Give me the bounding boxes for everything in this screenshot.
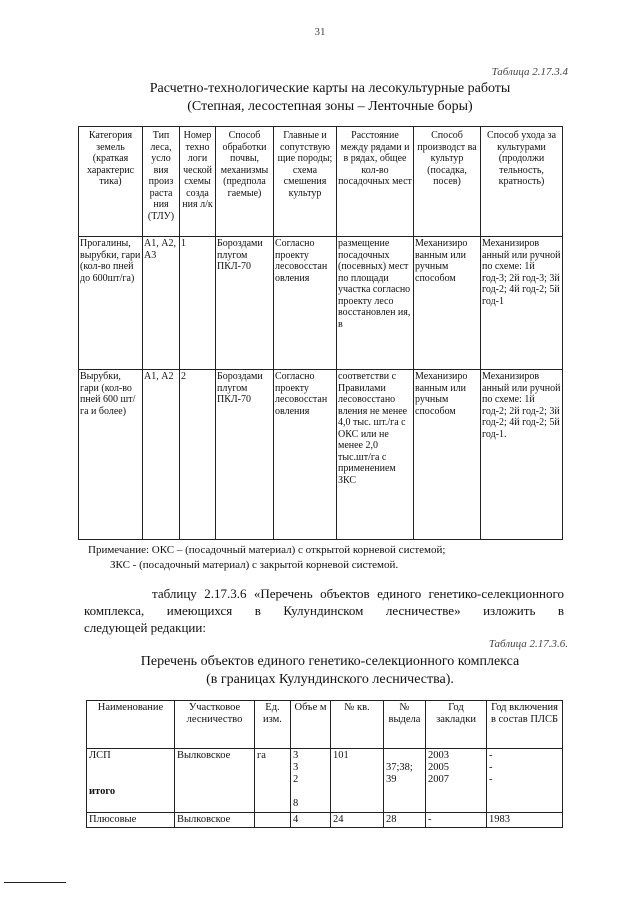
year-value: 2005 bbox=[428, 762, 449, 773]
name-cell bbox=[87, 749, 175, 813]
table1-header-cell: Главные и сопутствую щие породы; схема смешения культур bbox=[274, 127, 337, 237]
volume-cell: 4 bbox=[291, 813, 331, 828]
included-value: - bbox=[489, 762, 493, 773]
paragraph-word: лесничестве» bbox=[385, 603, 461, 618]
distance-cell: размещение посадочных (посевных) мест по площади участка согласно проекту лесо восстановлен ия, в bbox=[337, 237, 414, 370]
table2-row bbox=[87, 749, 563, 813]
land-category-cell: Вырубки, гари (кол-во пней 600 шт/га и более) bbox=[79, 370, 143, 540]
table1-note-line1: Примечание: ОКС – (посадочный материал) с открытой корневой системой; bbox=[88, 544, 446, 556]
table1-header-row bbox=[79, 127, 563, 237]
table2-caption: Таблица 2.17.3.6. bbox=[488, 638, 568, 650]
included-cell: 1983 bbox=[487, 813, 563, 828]
scheme-cell: 2 bbox=[180, 370, 216, 540]
volume-value: 3 bbox=[293, 762, 299, 773]
included-value: - bbox=[489, 750, 493, 761]
year-cell bbox=[426, 749, 487, 813]
unit-cell: га bbox=[255, 749, 291, 813]
paragraph-word: изложить bbox=[483, 603, 536, 618]
table2-header-cell: Ед. изм. bbox=[255, 701, 291, 749]
scheme-cell: 1 bbox=[180, 237, 216, 370]
total-label: итого bbox=[89, 786, 116, 797]
quarter-cell: 24 bbox=[331, 813, 384, 828]
paragraph-line3: следующей редакции: bbox=[84, 620, 206, 635]
table2-header-row bbox=[87, 701, 563, 749]
table1-row bbox=[79, 237, 563, 370]
name-value: ЛСП bbox=[89, 750, 111, 761]
paragraph-word: Кулундинском bbox=[283, 603, 364, 618]
included-value: - bbox=[489, 774, 493, 785]
species-cell: Согласно проекту лесовосстан овления bbox=[274, 237, 337, 370]
table1-header-cell: Категория земель (краткая характерис тика) bbox=[79, 127, 143, 237]
forest-type-cell: А1, А2, А3 bbox=[143, 237, 180, 370]
paragraph-line2 bbox=[84, 602, 564, 619]
page-number: 31 bbox=[314, 26, 326, 38]
table1-header-cell: Способ ухода за культурами (продолжи тельность, кратность) bbox=[481, 127, 563, 237]
table1-header-cell: Способ обработки почвы, механизмы (предпола гаемые) bbox=[216, 127, 274, 237]
soil-cell: Бороздами плугом ПКЛ-70 bbox=[216, 370, 274, 540]
total-volume: 8 bbox=[293, 798, 299, 809]
table2-title-line1: Перечень объектов единого генетико-селекционного комплекса bbox=[140, 654, 520, 669]
table2-header-cell: Наименование bbox=[87, 701, 175, 749]
forest-type-cell: А1, А2 bbox=[143, 370, 180, 540]
production-cell: Механизиро ванным или ручным способом bbox=[414, 370, 481, 540]
paragraph-word: имеющихся bbox=[166, 603, 233, 618]
table1-title-line2: (Степная, лесостепная зоны – Ленточные боры) bbox=[187, 99, 473, 114]
table2-title bbox=[110, 653, 550, 689]
table2-header-cell: № выдела bbox=[384, 701, 426, 749]
table1-title-line1: Расчетно-технологические карты на лесокультурные работы bbox=[149, 81, 511, 96]
care-cell: Механизиров анный или ручной по схеме: 1й год-3; 2й год-3; 3й год-2; 4й год-2; 5й год-1 bbox=[481, 237, 563, 370]
species-cell: Согласно проекту лесовосстан овления bbox=[274, 370, 337, 540]
table1-row bbox=[79, 370, 563, 540]
volume-value: 3 bbox=[293, 750, 299, 761]
volume-cell bbox=[291, 749, 331, 813]
amendment-paragraph bbox=[84, 585, 564, 636]
table2-row bbox=[87, 813, 563, 828]
footer-rule bbox=[4, 882, 66, 883]
table2-header-cell: Год включения в состав ПЛСБ bbox=[487, 701, 563, 749]
year-value: 2003 bbox=[428, 750, 449, 761]
plot-value: 39 bbox=[386, 774, 397, 785]
plot-cell: 28 bbox=[384, 813, 426, 828]
table2-header-cell: № кв. bbox=[331, 701, 384, 749]
quarter-cell: 101 bbox=[331, 749, 384, 813]
soil-cell: Бороздами плугом ПКЛ-70 bbox=[216, 237, 274, 370]
volume-value: 2 bbox=[293, 774, 299, 785]
paragraph-word: в bbox=[254, 603, 261, 618]
genetic-selection-table bbox=[86, 700, 563, 828]
paragraph-word: комплекса, bbox=[84, 603, 145, 618]
table1-header-cell: Тип леса, усло вия произ раста ния (ТЛУ) bbox=[143, 127, 180, 237]
table2-title-line2: (в границах Кулундинского лесничества). bbox=[206, 672, 454, 687]
table2-header-cell: Объе м bbox=[291, 701, 331, 749]
name-cell: Плюсовые bbox=[87, 813, 175, 828]
plot-cell bbox=[384, 749, 426, 813]
production-cell: Механизиро ванным или ручным способом bbox=[414, 237, 481, 370]
table1-caption: Таблица 2.17.3.4 bbox=[491, 66, 568, 78]
table2-header-cell: Участковое лесничество bbox=[175, 701, 255, 749]
table1-header-cell: Способ производст ва культур (посадка, посев) bbox=[414, 127, 481, 237]
forestry-cell: Вылковское bbox=[175, 749, 255, 813]
table1-header-cell: Расстояние между рядами и в рядах, общее кол-во посадочных мест bbox=[337, 127, 414, 237]
paragraph-word: в bbox=[557, 603, 564, 618]
distance-cell: соответстви с Правилами лесовосстано вления не менее 4,0 тыс. шт./га с ОКС или не менее 2,0 тыс.шт/га с применением ЗКС bbox=[337, 370, 414, 540]
table1-header-cell: Номер техно логи ческой схемы созда ния л/к bbox=[180, 127, 216, 237]
table1-title bbox=[90, 80, 570, 116]
year-cell: - bbox=[426, 813, 487, 828]
table2-header-cell: Год закладки bbox=[426, 701, 487, 749]
tech-cards-table bbox=[78, 126, 563, 540]
year-value: 2007 bbox=[428, 774, 449, 785]
care-cell: Механизиров анный или ручной по схеме: 1й год-2; 2й год-2; 3й год-2; 4й год-2; 5й год-1. bbox=[481, 370, 563, 540]
paragraph-line1: таблицу 2.17.3.6 «Перечень объектов единого генетико-селекционного bbox=[152, 586, 564, 601]
forestry-cell: Вылковское bbox=[175, 813, 255, 828]
table1-note-line2: ЗКС - (посадочный материал) с закрытой корневой системой. bbox=[110, 559, 399, 571]
land-category-cell: Прогалины, вырубки, гари (кол-во пней до 600шт/га) bbox=[79, 237, 143, 370]
included-cell bbox=[487, 749, 563, 813]
unit-cell bbox=[255, 813, 291, 828]
plot-value: 37;38; bbox=[386, 762, 413, 773]
